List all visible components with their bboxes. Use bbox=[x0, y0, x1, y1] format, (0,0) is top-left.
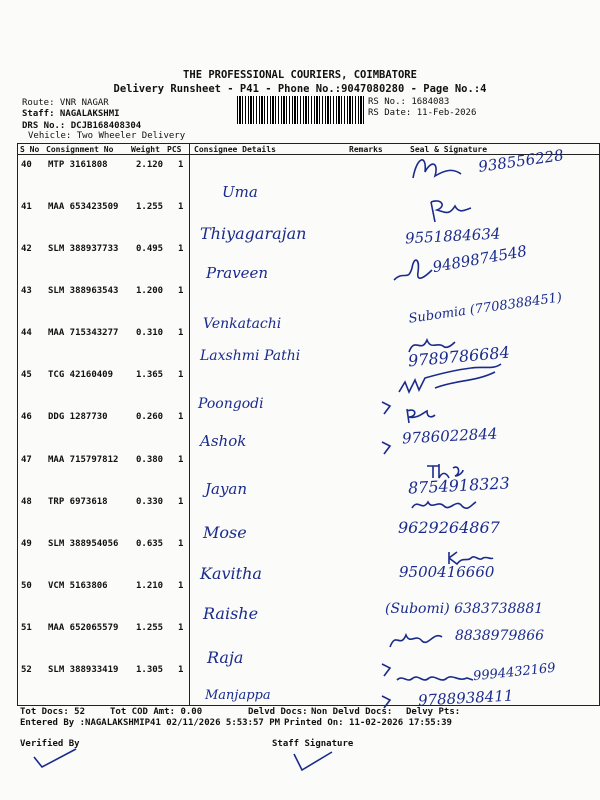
handwritten-name: Raja bbox=[207, 648, 244, 667]
row-weight: 0.310 bbox=[136, 328, 164, 338]
row-pcs: 1 bbox=[178, 665, 184, 675]
handwritten-name: Ashok bbox=[200, 432, 247, 450]
table-bottom-border bbox=[17, 705, 600, 706]
handwritten-phone: Subomia (7708388451) bbox=[407, 290, 563, 327]
signature-scribble bbox=[408, 494, 478, 516]
row-sno: 46 bbox=[21, 412, 32, 422]
col-header-weight: Weight bbox=[131, 145, 160, 154]
row-sno: 50 bbox=[21, 581, 32, 591]
row-weight: 2.120 bbox=[136, 160, 164, 170]
handwritten-phone: 9788938411 bbox=[417, 686, 514, 710]
signature-scribble bbox=[395, 360, 505, 400]
handwritten-phone: 9500416660 bbox=[399, 563, 495, 581]
handwritten-name: Poongodi bbox=[198, 396, 264, 412]
row-weight: 1.200 bbox=[136, 286, 164, 296]
handwritten-phone: 9789786684 bbox=[407, 342, 511, 371]
col-divider bbox=[17, 143, 18, 705]
handwritten-name: Raishe bbox=[203, 604, 259, 623]
col-divider bbox=[189, 143, 190, 705]
staff-signature-label: Staff Signature bbox=[272, 739, 354, 749]
row-consignment: DDG 1287730 bbox=[48, 412, 108, 422]
col-header-sno: S No bbox=[20, 145, 40, 154]
col-header-remarks: Remarks bbox=[349, 145, 383, 154]
handwritten-phone: 938556228 bbox=[477, 146, 565, 176]
total-docs: Tot Docs: 52 bbox=[20, 707, 86, 717]
handwritten-name: Laxshmi Pathi bbox=[200, 348, 301, 364]
signature-scribble bbox=[405, 150, 465, 186]
signature-scribble bbox=[395, 670, 475, 688]
handwritten-phone: (Subomi) 6383738881 bbox=[385, 601, 544, 617]
handwritten-name: Venkatachi bbox=[203, 316, 282, 332]
row-pcs: 1 bbox=[178, 623, 184, 633]
row-weight: 1.210 bbox=[136, 581, 164, 591]
delivery-points: Delvy Pts: bbox=[406, 707, 461, 717]
handwritten-phone: 9551884634 bbox=[404, 224, 501, 248]
row-sno: 41 bbox=[21, 202, 32, 212]
handwritten-phone: 9629264867 bbox=[398, 518, 500, 537]
row-sno: 48 bbox=[21, 497, 32, 507]
row-weight: 1.255 bbox=[136, 202, 164, 212]
row-sno: 44 bbox=[21, 328, 32, 338]
handwritten-name: Praveen bbox=[206, 264, 269, 282]
row-pcs: 1 bbox=[178, 412, 184, 422]
handwritten-name: Uma bbox=[222, 183, 258, 201]
row-sno: 42 bbox=[21, 244, 32, 254]
row-consignment: SLM 388933419 bbox=[48, 665, 119, 675]
row-pcs: 1 bbox=[178, 455, 184, 465]
row-pcs: 1 bbox=[178, 286, 184, 296]
row-consignment: VCM 5163806 bbox=[48, 581, 108, 591]
row-pcs: 1 bbox=[178, 244, 184, 254]
runsheet-subtitle: Delivery Runsheet - P41 - Phone No.:9047080280 - Page No.:4 bbox=[113, 83, 487, 95]
entered-by: Entered By :NAGALAKSHMIP41 02/11/2026 5:53:57 PM bbox=[20, 718, 281, 728]
row-consignment: MAA 653423509 bbox=[48, 202, 119, 212]
drs-number: DRS No.: DCJB168408304 bbox=[22, 121, 142, 131]
staff-check-mark bbox=[290, 750, 336, 774]
row-weight: 1.255 bbox=[136, 623, 164, 633]
verified-by-label: Verified By bbox=[20, 739, 80, 749]
handwritten-name: Mose bbox=[203, 523, 247, 542]
barcode bbox=[237, 96, 365, 124]
row-consignment: MAA 652065579 bbox=[48, 623, 119, 633]
route: Route: VNR NAGAR bbox=[22, 98, 109, 108]
row-consignment: SLM 388963543 bbox=[48, 286, 119, 296]
row-pcs: 1 bbox=[178, 370, 184, 380]
row-pcs: 1 bbox=[178, 160, 184, 170]
row-pcs: 1 bbox=[178, 581, 184, 591]
row-consignment: SLM 388937733 bbox=[48, 244, 119, 254]
row-sno: 43 bbox=[21, 286, 32, 296]
non-delivered-docs: Non Delvd Docs: bbox=[311, 707, 393, 717]
row-consignment: SLM 388954056 bbox=[48, 539, 119, 549]
row-weight: 0.260 bbox=[136, 412, 164, 422]
row-pcs: 1 bbox=[178, 539, 184, 549]
signature-scribble bbox=[403, 405, 437, 427]
handwritten-name: Thiyagarajan bbox=[200, 224, 307, 243]
row-pcs: 1 bbox=[178, 328, 184, 338]
col-header-consignee: Consignee Details bbox=[194, 145, 276, 154]
handwritten-phone: 9786022844 bbox=[401, 424, 498, 448]
signature-scribble bbox=[390, 250, 436, 290]
row-pcs: 1 bbox=[178, 202, 184, 212]
row-consignment: TRP 6973618 bbox=[48, 497, 108, 507]
row-weight: 1.365 bbox=[136, 370, 164, 380]
handwritten-phone: 8838979866 bbox=[455, 628, 545, 644]
row-consignment: TCG 42160409 bbox=[48, 370, 114, 380]
row-weight: 0.495 bbox=[136, 244, 164, 254]
row-weight: 1.305 bbox=[136, 665, 164, 675]
col-header-seal-signature: Seal & Signature bbox=[410, 145, 488, 154]
rs-number: RS No.: 1684083 bbox=[368, 97, 450, 107]
row-weight: 0.380 bbox=[136, 455, 164, 465]
row-weight: 0.635 bbox=[136, 539, 164, 549]
row-sno: 45 bbox=[21, 370, 32, 380]
vehicle: Vehicle: Two Wheeler Delivery bbox=[28, 131, 186, 141]
col-header-pcs: PCS bbox=[167, 145, 182, 154]
row-weight: 0.330 bbox=[136, 497, 164, 507]
col-header-consignment: Consignment No bbox=[46, 145, 114, 154]
total-cod-amount: Tot COD Amt: 0.00 bbox=[110, 707, 203, 717]
company-name: THE PROFESSIONAL COURIERS, COIMBATORE bbox=[183, 69, 417, 81]
verified-check-mark bbox=[30, 745, 80, 771]
signature-scribble bbox=[386, 625, 446, 653]
row-pcs: 1 bbox=[178, 497, 184, 507]
staff: Staff: NAGALAKSHMI bbox=[22, 109, 120, 119]
handwritten-phone: 8754918323 bbox=[407, 473, 511, 498]
row-sno: 52 bbox=[21, 665, 32, 675]
row-consignment: MAA 715343277 bbox=[48, 328, 119, 338]
handwritten-phone: 9994432169 bbox=[472, 660, 557, 685]
printed-on: Printed On: 11-02-2026 17:55:39 bbox=[284, 718, 452, 728]
handwritten-name: Manjappa bbox=[205, 688, 271, 703]
handwritten-name: Jayan bbox=[205, 480, 248, 498]
signature-scribble bbox=[425, 192, 475, 226]
row-sno: 49 bbox=[21, 539, 32, 549]
row-sno: 40 bbox=[21, 160, 32, 170]
delivered-docs: Delvd Docs: bbox=[248, 707, 308, 717]
row-sno: 51 bbox=[21, 623, 32, 633]
handwritten-phone: 9489874548 bbox=[431, 241, 529, 277]
handwritten-name: Kavitha bbox=[200, 564, 262, 583]
row-consignment: MTP 3161808 bbox=[48, 160, 108, 170]
rs-date: RS Date: 11-Feb-2026 bbox=[368, 108, 477, 118]
row-consignment: MAA 715797812 bbox=[48, 455, 119, 465]
table-top-border bbox=[17, 143, 600, 144]
row-sno: 47 bbox=[21, 455, 32, 465]
